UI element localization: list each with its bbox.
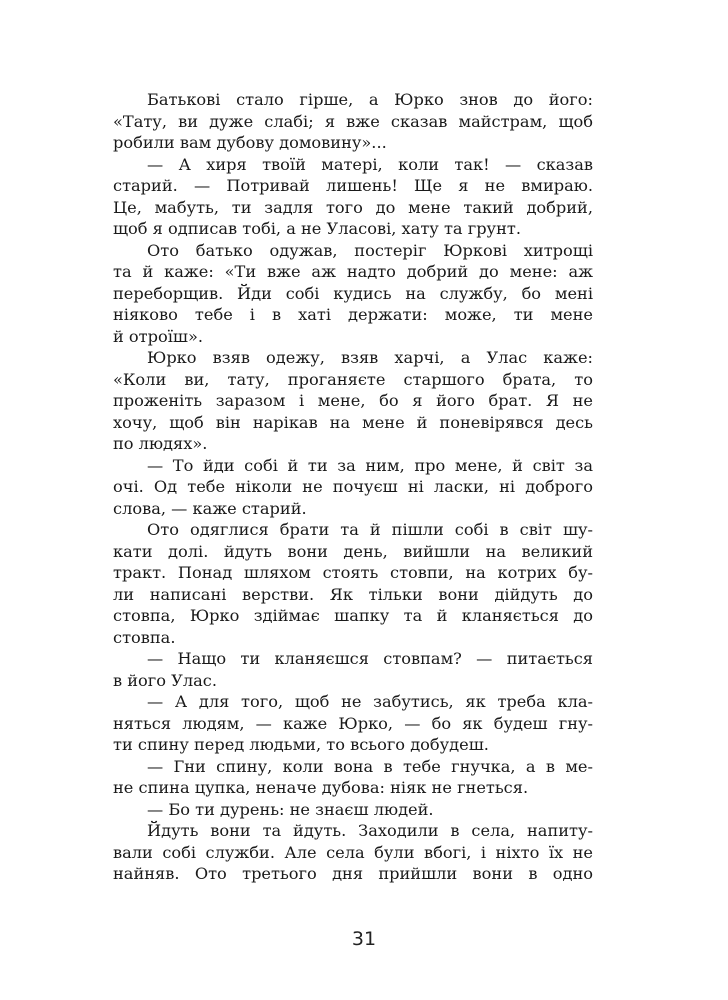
text-line: ніяково тебе і в хаті держати: може, ти мене [113,305,593,324]
text-line: й отроїш». [113,326,204,346]
text-line: в його Улас. [113,670,218,690]
text-line: няться людям, — каже Юрко, — бо як будеш гну- [113,713,593,733]
text-line: Йдуть вони та йдуть. Заходили в села, напиту- [147,821,593,840]
text-line: не спина цупка, неначе дубова: ніяк не гнеться. [113,778,529,797]
page-number: 31 [351,928,377,950]
text-line: по людях». [113,434,208,453]
paragraph [113,820,593,885]
text-line: — Гни спину, коли вона в тебе гнучка, а в ме- [147,756,593,776]
text-line: — Нащо ти кланяєшся стовпам? — питається [147,649,593,668]
paragraph [113,455,593,520]
text-line: ли написані верстви. Як тільки вони дійдуть до [113,584,593,604]
text-line: робили вам дубову домовину»... [113,133,387,152]
text-line: проженіть заразом і мене, бо я його брат. Я не [113,391,593,410]
text-line: старий. — Потривай лишень! Ще я не вмираю. [113,176,593,195]
text-line: вали собі служби. Але села були вбогі, і ніхто їх не [113,842,593,862]
text-line: «Коли ви, тату, проганяєте старшого брата, то [113,369,593,389]
text-line: кати долі. йдуть вони день, вийшли на великий [113,541,593,561]
text-line: «Тату, ви дуже слабі; я вже сказав майстрам, щоб [113,111,593,131]
text-line: стовпа, Юрко здіймає шапку та й кланяється до [113,606,593,625]
text-line: — Бо ти дурень: не знаєш людей. [147,799,434,819]
text-line: та й каже: «Ти вже аж надто добрий до мене: аж [113,262,593,281]
text-line: хочу, щоб він нарікав на мене й поневірявся десь [113,412,593,432]
text-line: стовпа. [113,627,176,647]
text-line: переборщив. Йди собі кудись на службу, бо мені [113,283,593,303]
text-line: тракт. Понад шляхом стоять стовпи, на котрих бу- [113,563,593,582]
paragraph [113,347,593,455]
text-line: очі. Од тебе ніколи не почуєш ні ласки, ні доброго [113,477,593,496]
text-line: ти спину перед людьми, то всього добудеш. [113,735,489,754]
text-line: щоб я одписав тобі, а не Уласові, хату та грунт. [113,219,521,238]
paragraph [113,89,593,154]
text-line: Юрко взяв одежу, взяв харчі, а Улас каже: [147,348,593,367]
text-line: слова, — каже старий. [113,498,307,518]
text-line: — То йди собі й ти за ним, про мене, й світ за [147,455,593,475]
text-line: найняв. Ото третього дня прийшли вони в одно [113,864,593,883]
text-line: Це, мабуть, ти задля того до мене такий добрий, [113,197,593,217]
paragraph [113,691,593,756]
paragraph [113,240,593,348]
text-line: — А для того, щоб не забутись, як треба кла- [147,692,593,711]
paragraph [113,648,593,691]
text-line: Ото батько одужав, постеріг Юркові хитрощі [147,240,593,260]
text-line: Ото одяглися брати та й пішли собі в світ шу- [147,520,593,539]
paragraph [113,154,593,240]
book-page-text [113,89,593,885]
text-line: Батькові стало гірше, а Юрко знов до його: [147,90,593,109]
paragraph [113,799,593,821]
paragraph [113,519,593,648]
text-line: — А хиря твоїй матері, коли так! — сказав [147,154,593,174]
paragraph [113,756,593,799]
